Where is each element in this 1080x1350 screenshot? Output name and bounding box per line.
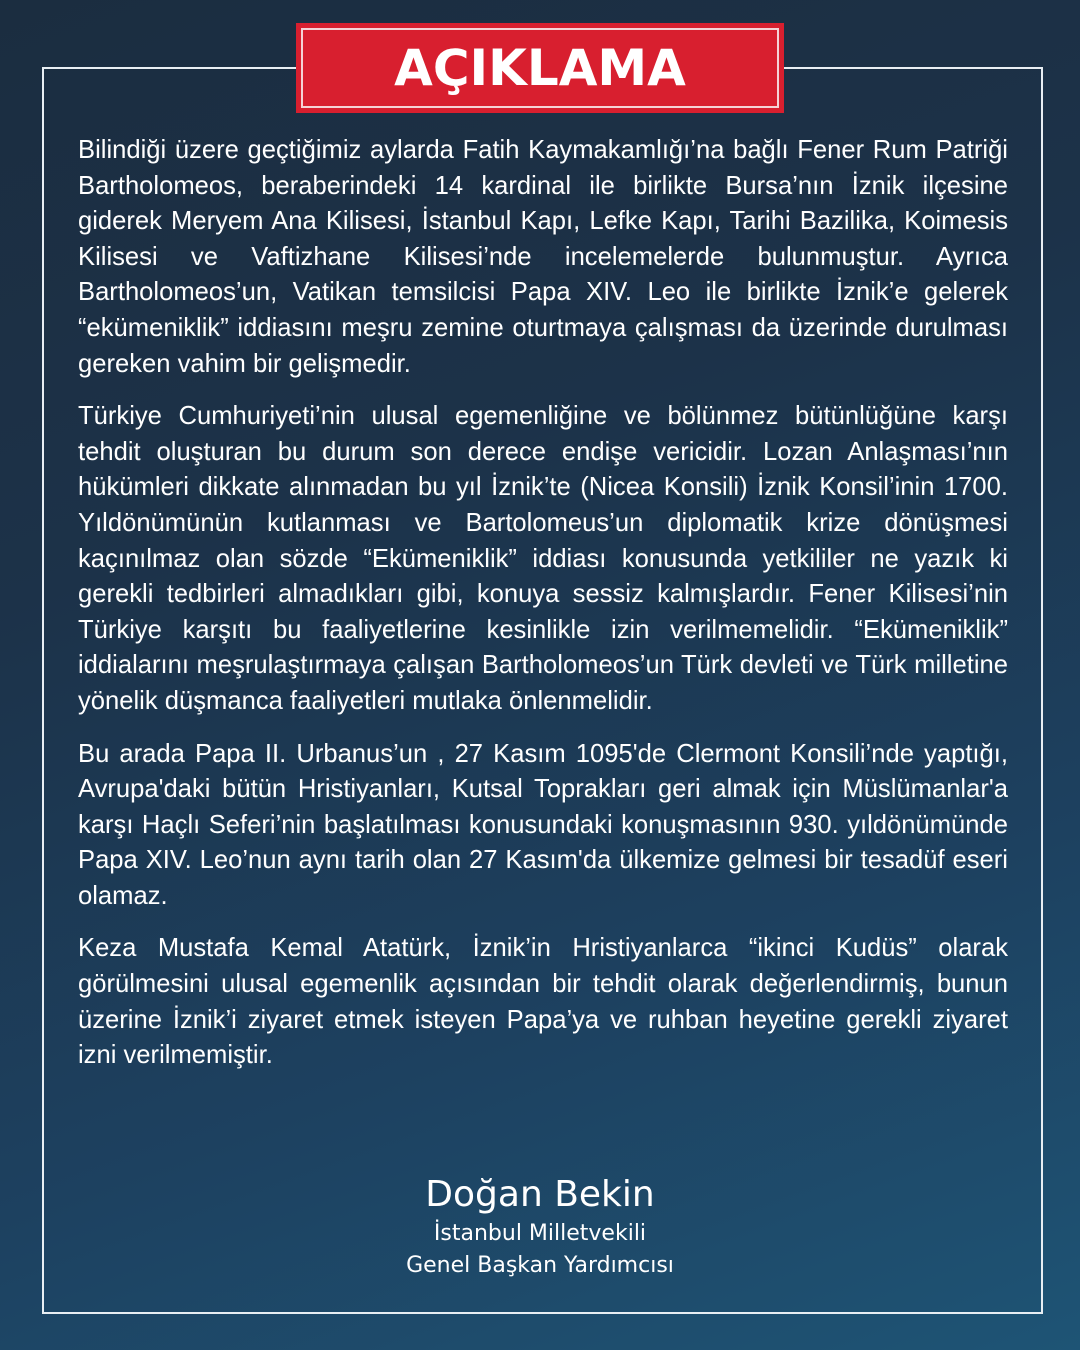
title-badge-inner-border — [301, 28, 779, 108]
paragraph-3: Bu arada Papa II. Urbanus’un , 27 Kasım 1095'de Clermont Konsili’nde yaptığı, Avrupa'daki bütün Hristiyanları, Kutsal Toprakları geri almak için Müslümanlar'a karşı Haçlı Seferi’nin başlatılması konusundaki konuşmasının 930. yıldönümünde Papa XIV. Leo’nun aynı tarih olan 27 Kasım'da ülkemize gelmesi bir tesadüf eseri olamaz. — [78, 739, 1008, 910]
title-badge — [296, 23, 784, 113]
signatory-name: Doğan Bekin — [425, 1174, 655, 1215]
signatory-role-1: İstanbul Milletvekili — [433, 1221, 647, 1246]
signatory-role-2: Genel Başkan Yardımcısı — [406, 1253, 674, 1278]
statement-body — [78, 133, 1008, 1091]
paragraph-4: Keza Mustafa Kemal Atatürk, İznik’in Hristiyanlarca “ikinci Kudüs” olarak görülmesini ulusal egemenlik açısından bir tehdit olarak değerlendirmiş, bunun üzerine İznik’i ziyaret etmek isteyen Papa’ya ve ruhban heyetine gerekli ziyaret izni verilmemiştir. — [78, 934, 1008, 1070]
page-title: AÇIKLAMA — [394, 39, 686, 97]
signature-block — [0, 1172, 1080, 1282]
paragraph-1: Bilindiği üzere geçtiğimiz aylarda Fatih Kaymakamlığı’na bağlı Fener Rum Patriği Bartholomeos, beraberindeki 14 kardinal ile birlikte Bursa’nın İznik ilçesine giderek Meryem Ana Kilisesi, İstanbul Kapı, Lefke Kapı, Tarihi Bazilika, Koimesis Kilisesi ve Vaftizhane Kilisesi’nde incelemelerde bulunmuştur. Ayrıca Bartholomeos’un, Vatikan temsilcisi Papa XIV. Leo ile birlikte İznik’e gelerek “ekümeniklik” iddiasını meşru zemine oturtmaya çalışması da üzerinde durulması gereken vahim bir gelişmedir. — [78, 136, 1008, 378]
paragraph-2: Türkiye Cumhuriyeti’nin ulusal egemenliğine ve bölünmez bütünlüğüne karşı tehdit oluşturan bu durum son derece endişe vericidir. Lozan Anlaşması’nın hükümleri dikkate alınmadan bu yıl İznik’te (Nicea Konsili) İznik Konsil’inin 1700. Yıldönümünün kutlanması ve Bartolomeus’un diplomatik krize dönüşmesi kaçınılmaz olan sözde “Ekümeniklik” iddiası konusunda yetkililer ne yazık ki gerekli tedbirleri almadıkları gibi, konuya sessiz kalmışlardır. Fener Kilisesi’nin Türkiye karşıtı bu faaliyetlerine kesinlikle izin verilmemelidir. “Ekümeniklik” iddialarını meşrulaştırmaya çalışan Bartholomeos’un Türk devleti ve Türk milletine yönelik düşmanca faaliyetleri mutlaka önlenmelidir. — [78, 402, 1008, 715]
